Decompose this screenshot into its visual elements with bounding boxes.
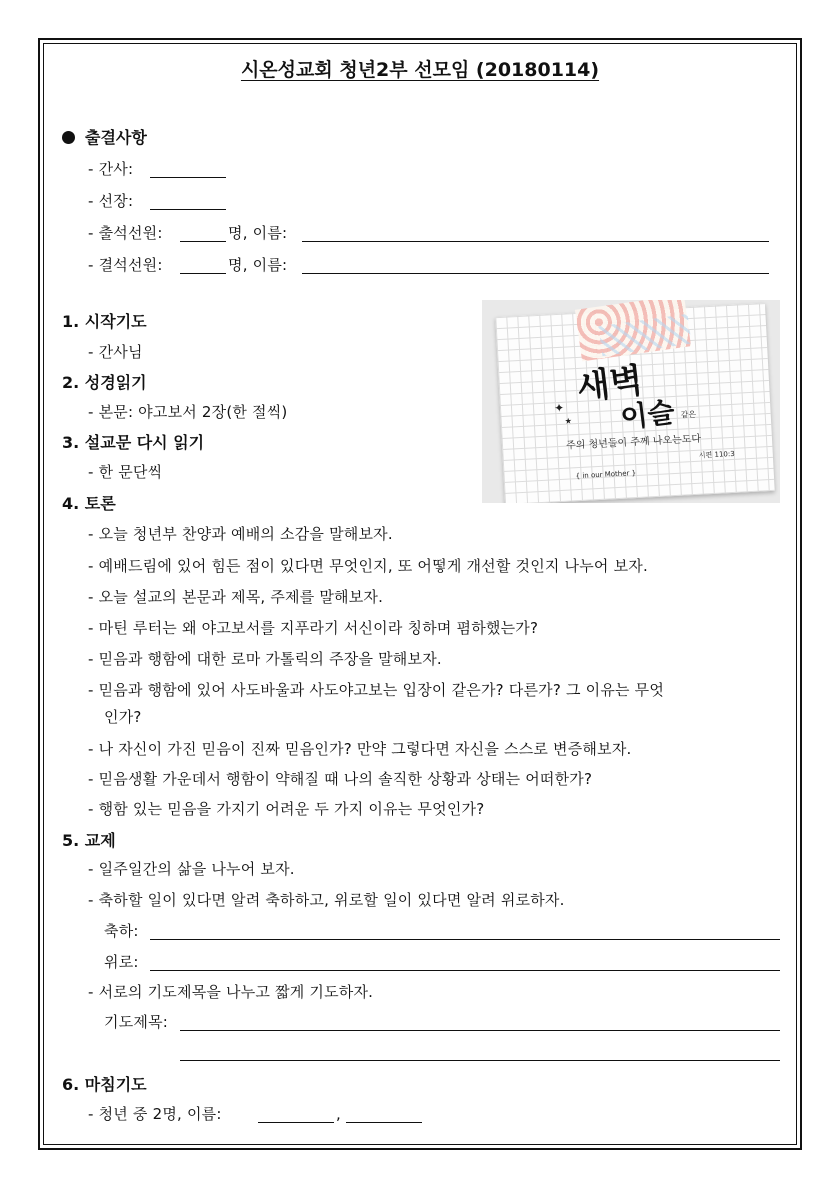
page-title: 시온성교회 청년2부 선모임 (20180114)	[240, 59, 600, 81]
list-item: - 믿음과 행함에 대한 로마 가톨릭의 주장을 말해보자.	[88, 650, 442, 668]
present-label: - 출석선원:	[88, 224, 163, 242]
list-item-continuation: 인가?	[104, 708, 142, 726]
closing-prayer-name-2-blank[interactable]	[346, 1122, 422, 1123]
section-bible-reading-heading: 2. 성경읽기	[62, 373, 147, 392]
card-big-word-2: 이슬	[618, 395, 677, 435]
list-item: - 서로의 기도제목을 나누고 짧게 기도하자.	[88, 983, 374, 1001]
leader-label: - 선장:	[88, 192, 134, 210]
present-names-blank[interactable]	[302, 241, 769, 242]
list-item: - 축하할 일이 있다면 알려 축하하고, 위로할 일이 있다면 알려 위로하자.	[88, 891, 565, 909]
attendance-heading	[62, 130, 147, 146]
card-phrase: 주의 청년들이 주께 나오는도다	[565, 433, 702, 452]
celebrate-label: 축하:	[104, 922, 139, 940]
leader-blank[interactable]	[150, 209, 226, 210]
card-big-word-1: 새벽	[574, 360, 645, 409]
absent-names-blank[interactable]	[302, 273, 769, 274]
list-item: - 일주일간의 삶을 나누어 보자.	[88, 860, 295, 878]
dawn-dew-card-image	[482, 300, 780, 503]
card-reference: 시편 110:3	[698, 449, 735, 460]
comfort-label: 위로:	[104, 953, 139, 971]
closing-prayer-label: - 청년 중 2명, 이름:	[88, 1105, 222, 1123]
absent-label: - 결석선원:	[88, 256, 163, 274]
absent-unit: 명, 이름:	[228, 256, 288, 274]
section-opening-prayer-heading: 1. 시작기도	[62, 312, 147, 331]
list-item: - 본문: 야고보서 2장(한 절씩)	[88, 403, 288, 421]
list-item: - 간사님	[88, 343, 143, 361]
section-fellowship-heading: 5. 교제	[62, 831, 116, 850]
present-unit: 명, 이름:	[228, 224, 288, 242]
card-suffix: 같은	[680, 409, 697, 420]
list-item: - 믿음생활 가운데서 행함이 약해질 때 나의 솔직한 상황과 상태는 어떠한가?	[88, 770, 593, 788]
celebrate-blank[interactable]	[150, 939, 780, 940]
list-item: - 오늘 설교의 본문과 제목, 주제를 말해보자.	[88, 588, 384, 606]
list-item: - 나 자신이 가진 믿음이 진짜 믿음인가? 만약 그렇다면 자신을 스스로 변증해보자.	[88, 740, 632, 758]
section-sermon-reread-heading: 3. 설교문 다시 읽기	[62, 433, 205, 452]
absent-count-blank[interactable]	[180, 273, 226, 274]
list-item: - 오늘 청년부 찬양과 예배의 소감을 말해보자.	[88, 525, 393, 543]
secretary-blank[interactable]	[150, 177, 226, 178]
prayer-topics-blank-2[interactable]	[180, 1060, 780, 1061]
section-discussion-heading: 4. 토론	[62, 494, 116, 513]
card-tag: { in our Mother }	[575, 469, 637, 481]
name-separator: ,	[336, 1105, 341, 1123]
list-item: - 믿음과 행함에 있어 사도바울과 사도야고보는 입장이 같은가? 다른가? 그 이유는 무엇	[88, 681, 665, 699]
prayer-topics-blank[interactable]	[180, 1030, 780, 1031]
list-item: - 행함 있는 믿음을 가지기 어려운 두 가지 이유는 무엇인가?	[88, 800, 485, 818]
list-item: - 마틴 루터는 왜 야고보서를 지푸라기 서신이라 칭하며 폄하했는가?	[88, 619, 539, 637]
bullet-icon	[62, 131, 75, 144]
secretary-label: - 간사:	[88, 160, 134, 178]
present-count-blank[interactable]	[180, 241, 226, 242]
closing-prayer-name-1-blank[interactable]	[258, 1122, 334, 1123]
comfort-blank[interactable]	[150, 970, 780, 971]
list-item: - 한 문단씩	[88, 463, 163, 481]
list-item: - 예배드림에 있어 힘든 점이 있다면 무엇인지, 또 어떻게 개선할 것인지 나누어 보자.	[88, 557, 648, 575]
sparkle-icon: ✦	[553, 400, 565, 416]
attendance-heading-text: 출결사항	[85, 128, 147, 147]
section-closing-prayer-heading: 6. 마침기도	[62, 1075, 147, 1094]
prayer-topics-label: 기도제목:	[104, 1013, 169, 1031]
star-icon: ★	[564, 416, 573, 426]
